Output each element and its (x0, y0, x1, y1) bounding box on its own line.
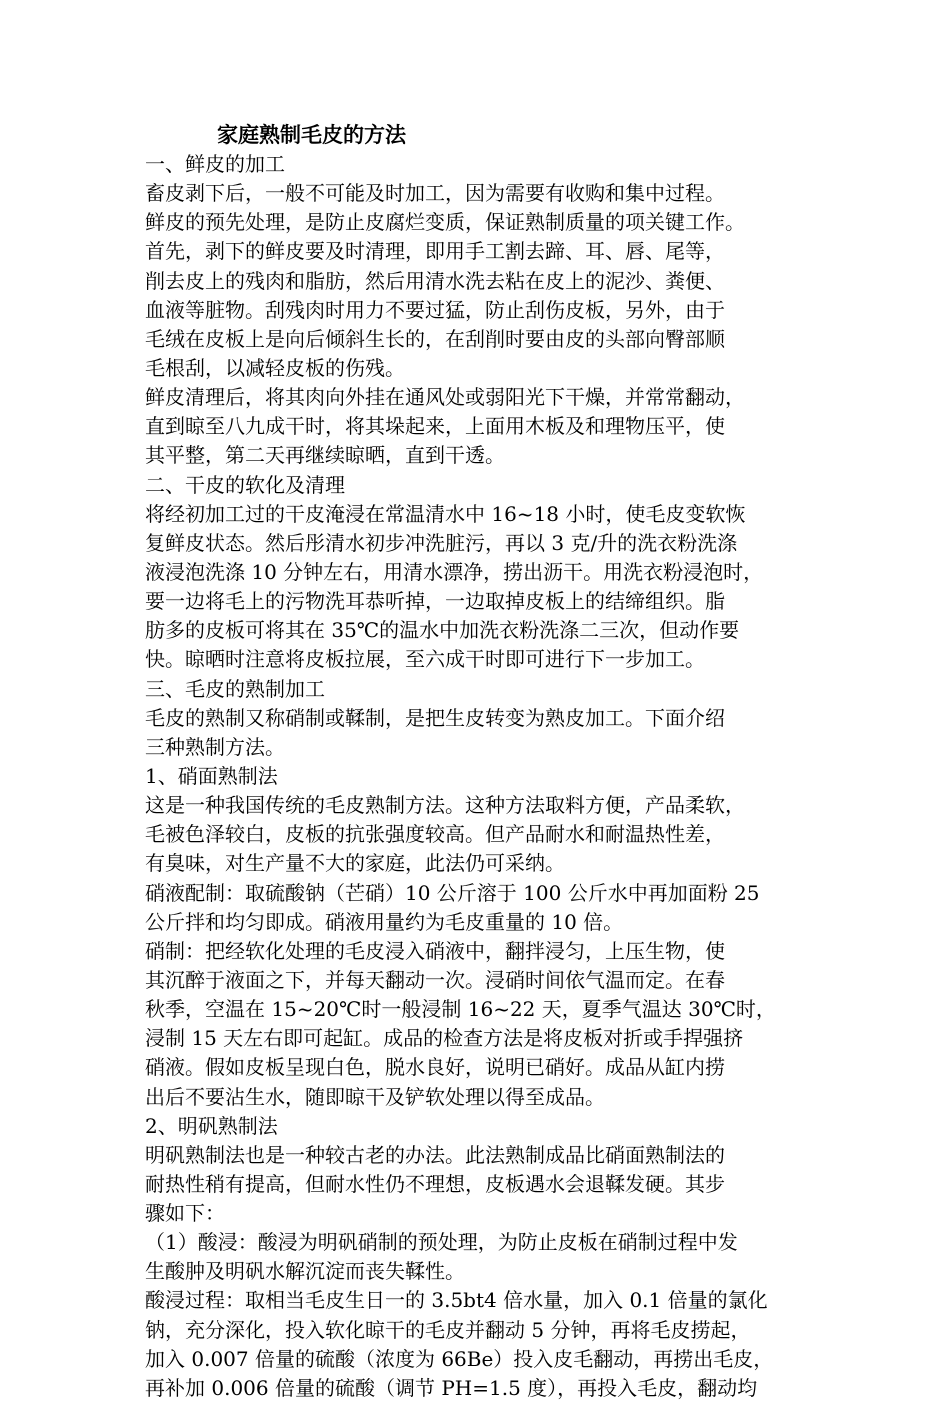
text-line: 酸浸过程：取相当毛皮生日一的 3.5bt4 倍水量，加入 0.1 倍量的氯化 (145, 1288, 768, 1313)
text-line: 鲜皮的预先处理，是防止皮腐烂变质，保证熟制质量的项关键工作。 (145, 210, 745, 235)
text-line: 复鲜皮状态。然后彤清水初步冲洗脏污，再以 3 克/升的洗衣粉洗涤 (145, 530, 738, 555)
text-line: 削去皮上的残肉和脂肪，然后用清水洗去粘在皮上的泥沙、粪便、 (145, 268, 725, 293)
text-line: 液浸泡洗涤 10 分钟左右，用清水漂净，捞出沥干。用洗衣粉浸泡时， (145, 559, 764, 584)
text-line: 加入 0.007 倍量的硫酸（浓度为 66Be）投入皮毛翻动，再捞出毛皮， (145, 1346, 774, 1371)
text-line: 1、硝面熟制法 (145, 763, 278, 788)
text-line: 有臭味，对生产量不大的家庭，此法仍可采纳。 (145, 851, 565, 876)
text-line: 公斤拌和均匀即成。硝液用量约为毛皮重量的 10 倍。 (145, 909, 624, 934)
text-line: 二、干皮的软化及清理 (145, 472, 345, 497)
text-line: 快。晾晒时注意将皮板拉展，至六成干时即可进行下一步加工。 (145, 647, 705, 672)
text-line: 肪多的皮板可将其在 35℃的温水中加洗衣粉洗涤二三次，但动作要 (145, 618, 740, 643)
text-line: 直到晾至八九成干时，将其垛起来，上面用木板及和理物压平，使 (145, 414, 725, 439)
text-line: 钠，充分深化，投入软化晾干的毛皮并翻动 5 分钟，再将毛皮捞起， (145, 1317, 751, 1342)
text-line: 其沉醉于液面之下，并每天翻动一次。浸硝时间依气温而定。在春 (145, 967, 725, 992)
text-line: 毛皮的熟制又称硝制或鞣制，是把生皮转变为熟皮加工。下面介绍 (145, 705, 725, 730)
text-line: 这是一种我国传统的毛皮熟制方法。这种方法取料方便，产品柔软， (145, 793, 745, 818)
text-line: 耐热性稍有提高，但耐水性仍不理想，皮板遇水会退鞣发硬。其步 (145, 1171, 725, 1196)
text-line: 硝制：把经软化处理的毛皮浸入硝液中，翻拌浸匀，上压生物，使 (145, 938, 725, 963)
text-line: 秋季，空温在 15~20℃时一般浸制 16~22 天，夏季气温达 30℃时， (145, 997, 776, 1022)
text-line: 三种熟制方法。 (145, 734, 285, 759)
text-line: 三、毛皮的熟制加工 (145, 676, 325, 701)
text-line: 血液等脏物。刮残肉时用力不要过猛，防止刮伤皮板，另外，由于 (145, 297, 725, 322)
text-line: 鲜皮清理后，将其肉向外挂在通风处或弱阳光下干燥，并常常翻动， (145, 385, 745, 410)
text-line: 明矾熟制法也是一种较古老的办法。此法熟制成品比硝面熟制法的 (145, 1142, 725, 1167)
text-line: （1）酸浸：酸浸为明矾硝制的预处理，为防止皮板在硝制过程中发 (145, 1230, 738, 1255)
text-line: 毛绒在皮板上是向后倾斜生长的，在刮削时要由皮的头部向臀部顺 (145, 326, 725, 351)
document-body (145, 150, 835, 1403)
text-line: 再补加 0.006 倍量的硫酸（调节 PH=1.5 度），再投入毛皮，翻动均 (145, 1375, 758, 1400)
text-line: 首先，剥下的鲜皮要及时清理，即用手工割去蹄、耳、唇、尾等， (145, 239, 725, 264)
text-line: 一、鲜皮的加工 (145, 152, 285, 176)
text-line: 生酸肿及明矾水解沉淀而丧失鞣性。 (145, 1259, 465, 1284)
text-line: 硝液。假如皮板呈现白色，脱水良好，说明已硝好。成品从缸内捞 (145, 1055, 725, 1080)
text-line: 毛根刮，以减轻皮板的伤残。 (145, 355, 405, 380)
text-line: 硝液配制：取硫酸钠（芒硝）10 公斤溶于 100 公斤水中再加面粉 25 (145, 880, 760, 905)
text-line: 其平整，第二天再继续晾晒，直到干透。 (145, 443, 505, 468)
text-line: 毛被色泽较白，皮板的抗张强度较高。但产品耐水和耐温热性差， (145, 822, 725, 847)
text-line: 出后不要沾生水，随即晾干及铲软处理以得至成品。 (145, 1084, 605, 1109)
document-page (145, 120, 835, 1403)
text-line: 要一边将毛上的污物洗耳恭听掉，一边取掉皮板上的结缔组织。脂 (145, 589, 725, 614)
document-title: 家庭熟制毛皮的方法 (217, 122, 406, 147)
text-line: 2、明矾熟制法 (145, 1113, 278, 1138)
text-line: 浸制 15 天左右即可起缸。成品的检查方法是将皮板对折或手捍强挤 (145, 1026, 744, 1051)
text-line: 畜皮剥下后，一般不可能及时加工，因为需要有收购和集中过程。 (145, 181, 725, 206)
text-line: 骤如下： (145, 1201, 225, 1226)
text-line: 将经初加工过的干皮淹浸在常温清水中 16~18 小时，使毛皮变软恢 (145, 501, 746, 526)
